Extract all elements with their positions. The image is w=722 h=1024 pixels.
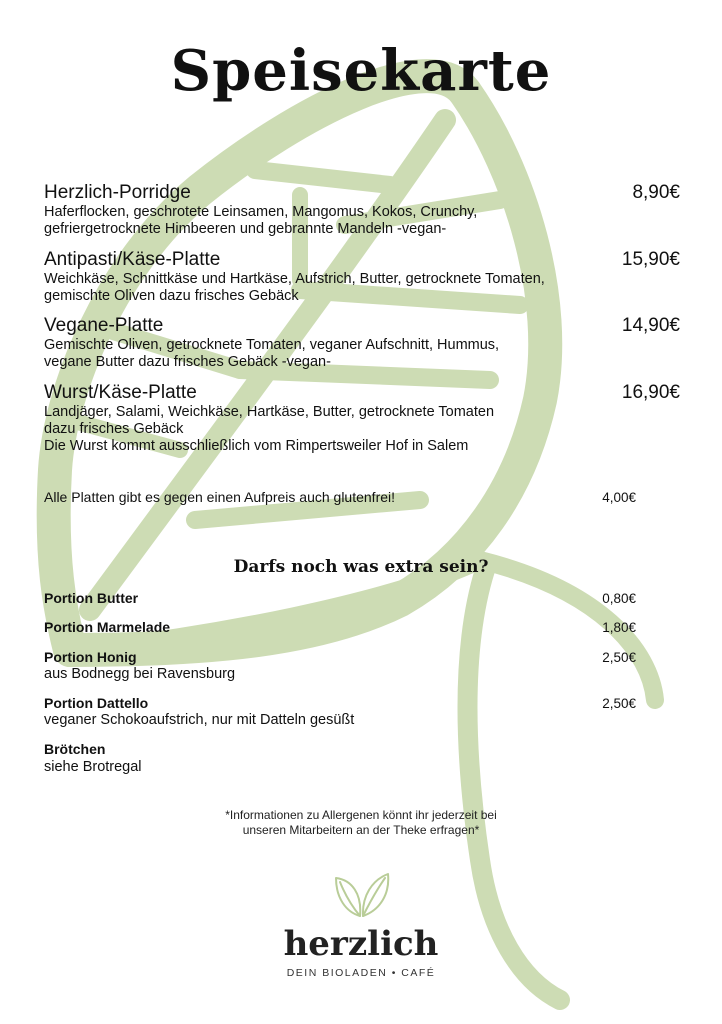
extra-item-price: 0,80€: [602, 591, 636, 606]
menu-item-price: 14,90€: [621, 315, 680, 336]
extra-item-subtitle: veganer Schokoaufstrich, nur mit Datteln gesüßt: [44, 712, 355, 728]
menu-item: [44, 315, 680, 371]
gluten-free-price: 4,00€: [602, 490, 636, 505]
extra-item: [44, 649, 636, 665]
extra-item-label: Portion Honig: [44, 649, 137, 665]
menu-item-name: Wurst/Käse-Platte: [44, 382, 197, 403]
menu-item-description: gemischte Oliven dazu frisches Gebäck: [44, 288, 299, 304]
menu-item-description: vegane Butter dazu frisches Gebäck -vegan-: [44, 354, 331, 370]
extra-item: [44, 590, 636, 606]
menu-item-name: Vegane-Platte: [44, 315, 164, 336]
menu-item-price: 16,90€: [621, 382, 680, 403]
menu-item-name: Antipasti/Käse-Platte: [44, 249, 221, 270]
menu-item-description: gefriergetrocknete Himbeeren und gebrannte Mandeln -vegan-: [44, 221, 447, 237]
extra-item-label: Portion Dattello: [44, 695, 149, 711]
extra-item-label: Brötchen: [44, 741, 106, 757]
menu-item: [44, 182, 680, 238]
menu-item-description: Haferflocken, geschrotete Leinsamen, Mangomus, Kokos, Crunchy,: [44, 204, 478, 220]
extra-item: [44, 695, 636, 711]
gluten-free-label: Alle Platten gibt es gegen einen Aufpreis auch glutenfrei!: [44, 489, 396, 505]
extra-item-price: 2,50€: [602, 696, 636, 711]
extra-item-price: 2,50€: [602, 650, 636, 665]
menu-item-description: Gemischte Oliven, getrocknete Tomaten, veganer Aufschnitt, Hummus,: [44, 337, 500, 353]
logo-tagline: DEIN BIOLADEN • CAFÉ: [286, 967, 436, 979]
menu-item-name: Herzlich-Porridge: [44, 182, 191, 203]
gluten-free-row: [44, 489, 636, 505]
menu-item-description: Landjäger, Salami, Weichkäse, Hartkäse, Butter, getrocknete Tomaten: [44, 404, 495, 420]
menu-item-price: 8,90€: [632, 182, 680, 203]
menu-item-description: Die Wurst kommt ausschließlich vom Rimpertsweiler Hof in Salem: [44, 438, 469, 454]
extra-item: [44, 619, 636, 635]
extra-item: [44, 741, 636, 757]
menu-item-price: 15,90€: [621, 249, 680, 270]
allergen-note: [0, 808, 722, 838]
extras-title: Darfs noch was extra sein?: [233, 557, 489, 577]
allergen-note-line: unseren Mitarbeitern an der Theke erfragen*: [242, 823, 480, 837]
extra-item-price: 1,80€: [602, 620, 636, 635]
allergen-note-line: *Informationen zu Allergenen könnt ihr jederzeit bei: [225, 808, 497, 822]
menu-item: [44, 249, 680, 305]
menu-item-description: dazu frisches Gebäck: [44, 421, 184, 437]
page-title: Speisekarte: [170, 38, 552, 104]
logo-wordmark: herzlich: [283, 924, 439, 964]
extra-item-label: Portion Butter: [44, 590, 139, 606]
extra-item-subtitle: siehe Brotregal: [44, 759, 142, 775]
leaf-logo-icon: [330, 868, 394, 924]
extra-item-subtitle: aus Bodnegg bei Ravensburg: [44, 666, 236, 682]
menu-item-description: Weichkäse, Schnittkäse und Hartkäse, Aufstrich, Butter, getrocknete Tomaten,: [44, 271, 545, 287]
extra-item-label: Portion Marmelade: [44, 619, 171, 635]
menu-item: [44, 382, 680, 455]
